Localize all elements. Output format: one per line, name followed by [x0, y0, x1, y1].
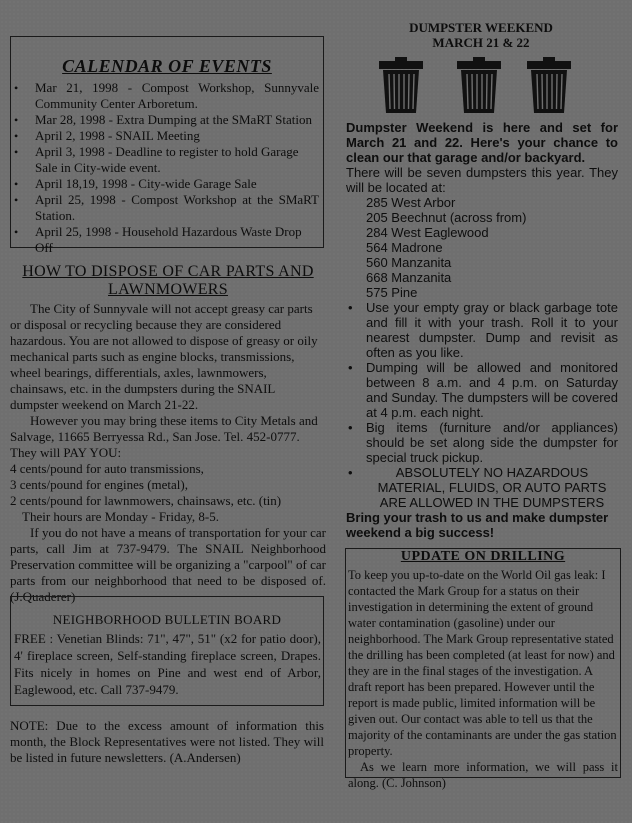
dumpster-rules-list: [346, 300, 618, 510]
garbage-can-icon: [526, 57, 572, 113]
bulletin-title: NEIGHBORHOOD BULLETIN BOARD: [52, 612, 282, 627]
block-representatives-note: NOTE: Due to the excess amount of information this month, the Block Representatives were not listed. They will be listed in future newsletters. (A.Andersen): [10, 718, 324, 765]
car-parts-paragraph: The City of Sunnyvale will not accept greasy car parts or disposal or recycling because they are considered hazardous. You are not allowed to dispose of greasy or oily mechanical parts such as engine blocks, transmissions, wheel bearings, differentials, axles, lawnmowers, chainsaws, etc. in the dumpsters during the SNAIL dumpster weekend on March 21-22.: [10, 301, 318, 412]
calendar-item: • April 25, 1998 - Household Hazardous Waste Drop Off: [11, 224, 323, 256]
bulletin-body: FREE : Venetian Blinds: 71", 47", 51" (x2 for patio door), 4' fireplace screen, Self-standing fireplace screen, Drapes. Fits nicely in homes on Pine and west end of Arbor, Eaglewood, etc. Call 737-9479.: [14, 631, 321, 697]
calendar-list: [11, 80, 323, 256]
dumpster-address: 564 Madrone: [366, 240, 443, 255]
dumpster-title-line: DUMPSTER WEEKEND: [409, 20, 553, 35]
dumpster-rule: • Big items (furniture and/or appliances) should be set along side the dumpster for special truck pickup.: [346, 420, 618, 465]
dumpster-address: 668 Manzanita: [366, 270, 452, 285]
calendar-item: • April 3, 1998 - Deadline to register to hold Garage Sale in City-wide event.: [11, 144, 323, 176]
dumpster-address: 575 Pine: [366, 285, 418, 300]
dumpster-rule: • Dumping will be allowed and monitored between 8 a.m. and 4 p.m. on Saturday and Sunday. The dumpsters will be covered at 4 p.m. each night.: [346, 360, 618, 420]
drilling-title: UPDATE ON DRILLING: [400, 549, 566, 564]
car-parts-rate: 2 cents/pound for lawnmowers, chainsaws, etc. (tin): [10, 493, 282, 508]
dumpster-date-line: MARCH 21 & 22: [432, 35, 530, 50]
dumpster-rule: • ABSOLUTELY NO HAZARDOUS MATERIAL, FLUIDS, OR AUTO PARTS ARE ALLOWED IN THE DUMPSTERS: [346, 465, 618, 510]
bulletin-board-box: [10, 596, 324, 706]
garbage-cans: [378, 57, 588, 115]
dumpster-title: [346, 20, 616, 50]
calendar-item: • Mar 28, 1998 - Extra Dumping at the SMaRT Station: [11, 112, 323, 128]
calendar-item: • April 25, 1998 - Compost Workshop at the SMaRT Station.: [11, 192, 323, 224]
dumpster-rule: • Use your empty gray or black garbage tote and fill it with your trash. Roll it to your nearest dumpster. Dump and revisit as often as you like.: [346, 300, 618, 360]
garbage-can-icon: [378, 57, 424, 113]
dumpster-address-list: [346, 195, 618, 300]
dumpster-intro: There will be seven dumpsters this year. They will be located at:: [346, 165, 618, 195]
drilling-body: [346, 565, 620, 791]
drilling-update-box: [345, 548, 621, 790]
car-parts-article: [10, 263, 326, 605]
calendar-item: • April 18,19, 1998 - City-wide Garage Sale: [11, 176, 323, 192]
car-parts-hours: Their hours are Monday - Friday, 8-5.: [22, 509, 219, 524]
car-parts-body: [10, 301, 326, 605]
garbage-can-icon: [456, 57, 502, 113]
dumpster-address: 284 West Eaglewood: [366, 225, 489, 240]
dumpster-address: 205 Beechnut (across from): [366, 210, 527, 225]
car-parts-paragraph: However you may bring these items to City Metals and Salvage, 11665 Berryessa Rd., San Jose. Tel. 452-0777. They will PAY YOU:: [10, 413, 318, 460]
calendar-item: • April 2, 1998 - SNAIL Meeting: [11, 128, 323, 144]
car-parts-paragraph: If you do not have a means of transportation for your car parts, call Jim at 737-9479. The SNAIL Neighborhood Preservation committee will be organizing a "carpool" of car parts from our neighborhood that need to be disposed of. (J.Quaderer): [10, 525, 326, 604]
dumpster-article: [346, 120, 618, 540]
dumpster-closing: Bring your trash to us and make dumpster weekend a big success!: [346, 510, 609, 540]
car-parts-rate: 4 cents/pound for auto transmissions,: [10, 461, 204, 476]
calendar-item: • Mar 21, 1998 - Compost Workshop, Sunnyvale Community Center Arboretum.: [11, 80, 323, 112]
dumpster-address: 285 West Arbor: [366, 195, 456, 210]
drilling-paragraph: To keep you up-to-date on the World Oil gas leak: I contacted the Mark Group for a status on their investigation in determining the extent of ground water contamination (gasoline) under our neighborhood. The Mark Group representative stated the drilling has been completed (at least for now) and they are in the final stages of the investigation. A draft report has been prepared. However until the report is made public, limited information will be given out. Our contact was able to tell us that the majority of the contaminants are under the gas station property.: [348, 568, 617, 758]
car-parts-title: HOW TO DISPOSE OF CAR PARTS AND LAWNMOWERS: [22, 263, 314, 298]
drilling-paragraph: As we learn more information, we will pass it along. (C. Johnson): [348, 760, 618, 790]
calendar-of-events-box: [10, 36, 324, 255]
calendar-title: CALENDAR OF EVENTS: [62, 56, 272, 76]
car-parts-rate: 3 cents/pound for engines (metal),: [10, 477, 188, 492]
dumpster-lead: Dumpster Weekend is here and set for March 21 and 22. Here's your chance to clean our that garage and/or backyard.: [346, 120, 618, 165]
dumpster-address: 560 Manzanita: [366, 255, 452, 270]
